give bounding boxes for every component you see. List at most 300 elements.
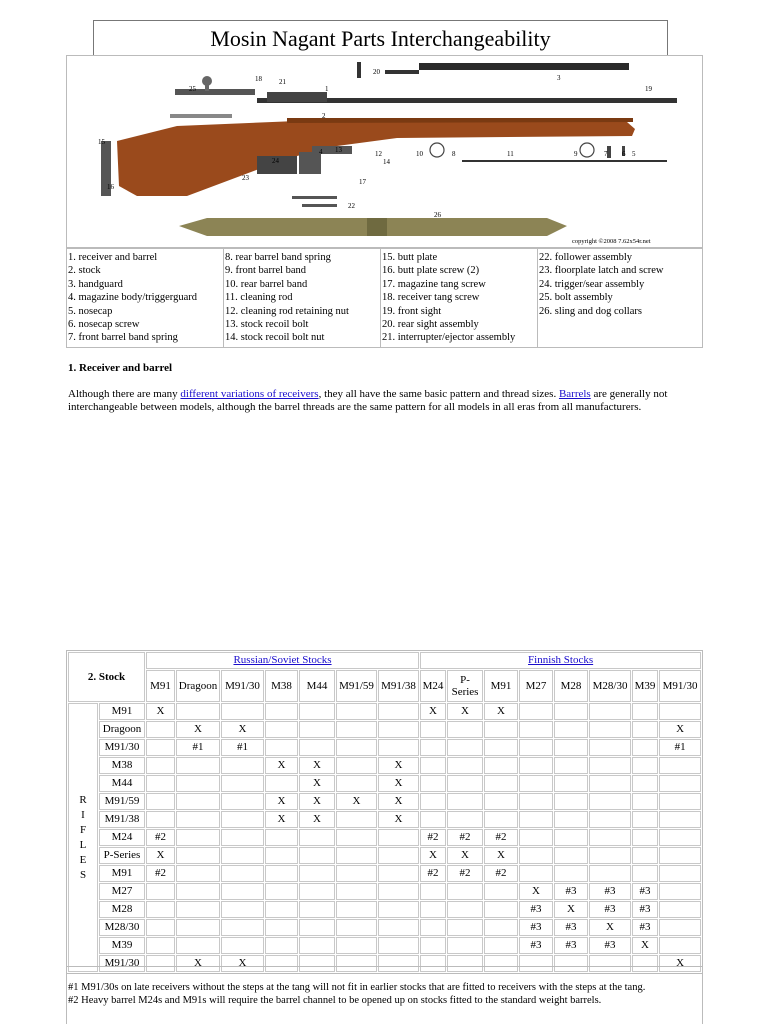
compat-cell <box>632 829 658 846</box>
compat-cell <box>336 883 377 900</box>
compat-cell <box>221 919 264 936</box>
callout-12: 12 <box>375 150 382 158</box>
russian-stocks-link[interactable]: Russian/Soviet Stocks <box>233 654 332 666</box>
compat-cell <box>554 739 588 756</box>
compat-cell <box>176 937 220 954</box>
compat-cell <box>554 847 588 864</box>
stock-column-header: M28 <box>554 670 588 702</box>
compat-cell <box>265 865 298 882</box>
legend-item: 20. rear sight assembly <box>382 319 479 331</box>
compat-cell: X <box>146 847 175 864</box>
stock-column-header: M91 <box>484 670 518 702</box>
callout-4: 4 <box>319 148 323 156</box>
callout-26: 26 <box>434 211 441 219</box>
rifle-row-label: M39 <box>99 937 145 954</box>
compat-cell: #2 <box>420 829 446 846</box>
compat-cell: #2 <box>420 865 446 882</box>
compat-cell <box>176 847 220 864</box>
compat-cell <box>265 829 298 846</box>
compat-cell <box>221 883 264 900</box>
compat-cell <box>659 937 701 954</box>
page-title: Mosin Nagant Parts Interchangeability <box>93 20 668 56</box>
compat-cell <box>176 775 220 792</box>
callout-18: 18 <box>255 75 262 83</box>
compat-cell <box>420 793 446 810</box>
compat-cell: #3 <box>589 901 631 918</box>
legend-item: 2. stock <box>68 265 101 277</box>
finnish-group-header <box>420 652 701 669</box>
rifle-row-label: M28 <box>99 901 145 918</box>
compat-cell <box>659 793 701 810</box>
russian-group-header <box>146 652 419 669</box>
rifle-row-label: M24 <box>99 829 145 846</box>
compat-cell <box>420 757 446 774</box>
compat-cell <box>632 703 658 720</box>
compat-cell <box>484 883 518 900</box>
compat-cell <box>299 739 335 756</box>
compat-cell: X <box>378 811 419 828</box>
compat-cell <box>420 919 446 936</box>
legend-item: 21. interrupter/ejector assembly <box>382 332 516 344</box>
compat-cell <box>659 847 701 864</box>
footnotes <box>66 966 703 1024</box>
legend-item: 17. magazine tang screw <box>382 278 486 290</box>
compat-cell: X <box>589 919 631 936</box>
compat-cell <box>176 883 220 900</box>
compat-cell <box>378 739 419 756</box>
compat-cell <box>554 721 588 738</box>
stock-column-header: M44 <box>299 670 335 702</box>
compat-cell <box>519 703 553 720</box>
compat-cell <box>265 919 298 936</box>
footnote-1: #1 M91/30s on late receivers without the steps at the tang will not fit in earlier stocks that are fitted to receivers with the steps at the tang. <box>68 982 646 993</box>
compat-cell <box>659 811 701 828</box>
compat-cell <box>336 775 377 792</box>
compat-cell <box>420 901 446 918</box>
compat-cell <box>659 919 701 936</box>
legend-item: 23. floorplate latch and screw <box>539 265 664 277</box>
compat-cell: #2 <box>146 865 175 882</box>
rifle-row-label: M91/38 <box>99 811 145 828</box>
compat-cell: X <box>176 955 220 972</box>
compat-cell <box>589 757 631 774</box>
table-row <box>68 811 701 828</box>
compat-cell <box>554 865 588 882</box>
compat-cell <box>632 847 658 864</box>
compat-cell <box>589 829 631 846</box>
compat-cell <box>589 847 631 864</box>
compat-cell: X <box>336 793 377 810</box>
rifle-row-label: M91 <box>99 865 145 882</box>
compat-cell: X <box>447 703 483 720</box>
compat-cell <box>221 757 264 774</box>
compat-cell <box>484 757 518 774</box>
footnote-2: #2 Heavy barrel M24s and M91s will require the barrel channel to be opened up on stocks fitted to the standard weight barrels. <box>68 994 602 1006</box>
compat-cell: X <box>420 847 446 864</box>
stock-column-header: M91 <box>146 670 175 702</box>
rifles-letter: E <box>79 853 87 866</box>
compat-cell <box>221 829 264 846</box>
table-row <box>68 883 701 900</box>
compat-cell <box>659 883 701 900</box>
compat-cell: X <box>265 757 298 774</box>
compat-cell <box>299 919 335 936</box>
compat-cell <box>176 757 220 774</box>
callout-9: 9 <box>574 150 578 158</box>
compat-cell <box>589 739 631 756</box>
compat-cell <box>632 811 658 828</box>
rifles-letter: L <box>79 838 87 851</box>
compat-cell <box>336 937 377 954</box>
table-row <box>68 901 701 918</box>
compat-cell <box>484 721 518 738</box>
compat-cell: #2 <box>484 865 518 882</box>
table-row <box>68 721 701 738</box>
compat-cell: X <box>519 883 553 900</box>
compat-cell: X <box>221 721 264 738</box>
compat-cell: #3 <box>519 919 553 936</box>
compat-cell <box>447 919 483 936</box>
compat-cell <box>420 937 446 954</box>
compat-cell: X <box>420 703 446 720</box>
compat-cell <box>299 829 335 846</box>
compat-cell <box>265 739 298 756</box>
compat-cell <box>484 919 518 936</box>
compat-cell <box>484 901 518 918</box>
compat-cell <box>299 865 335 882</box>
compat-cell <box>336 847 377 864</box>
legend-item: 22. follower assembly <box>539 252 633 263</box>
compat-cell <box>176 811 220 828</box>
compat-cell: X <box>299 757 335 774</box>
compat-cell: #3 <box>589 883 631 900</box>
compat-cell <box>221 847 264 864</box>
stock-column-header: M91/30 <box>659 670 701 702</box>
legend-item: 4. magazine body/triggerguard <box>68 292 197 304</box>
compat-cell <box>265 847 298 864</box>
compat-cell: #1 <box>176 739 220 756</box>
compat-cell <box>378 703 419 720</box>
stock-column-header: Dragoon <box>176 670 220 702</box>
compat-cell: #1 <box>221 739 264 756</box>
legend-column-2 <box>225 251 381 345</box>
compat-cell <box>221 793 264 810</box>
callout-14: 14 <box>383 158 390 166</box>
compat-cell <box>378 829 419 846</box>
rifle-row-label: M38 <box>99 757 145 774</box>
rifles-letter: F <box>79 823 87 836</box>
compat-cell <box>659 775 701 792</box>
compat-cell <box>519 757 553 774</box>
compat-cell <box>299 847 335 864</box>
legend-item: 25. bolt assembly <box>539 292 613 304</box>
callout-15: 15 <box>98 138 105 146</box>
compat-cell: X <box>299 775 335 792</box>
compat-cell: X <box>378 757 419 774</box>
legend-item: 24. trigger/sear assembly <box>539 278 645 290</box>
compat-cell <box>378 901 419 918</box>
compat-cell <box>378 847 419 864</box>
compat-cell <box>420 811 446 828</box>
compat-cell <box>176 793 220 810</box>
table-row <box>68 937 701 954</box>
rifle-row-label: M44 <box>99 775 145 792</box>
rifle-row-label: P-Series <box>99 847 145 864</box>
callout-17: 17 <box>359 178 366 186</box>
compat-cell <box>146 919 175 936</box>
callout-8: 8 <box>452 150 456 158</box>
callout-21: 21 <box>279 78 286 86</box>
compat-cell <box>589 775 631 792</box>
compat-cell <box>484 793 518 810</box>
exploded-parts-diagram <box>66 55 703 248</box>
rifles-vertical-label <box>68 703 98 972</box>
compat-cell <box>336 721 377 738</box>
compat-cell <box>299 703 335 720</box>
compat-cell <box>447 811 483 828</box>
compat-cell: #2 <box>447 829 483 846</box>
compat-cell <box>447 793 483 810</box>
table-row <box>68 847 701 864</box>
compat-cell: X <box>659 955 701 972</box>
compat-cell: #3 <box>554 919 588 936</box>
legend-item: 12. cleaning rod retaining nut <box>225 305 349 317</box>
compat-cell <box>447 721 483 738</box>
stock-column-header: M27 <box>519 670 553 702</box>
table-row <box>68 829 701 846</box>
table-row <box>68 919 701 936</box>
compat-cell <box>420 739 446 756</box>
rifle-row-label: M91/30 <box>99 955 145 972</box>
compat-cell: X <box>265 811 298 828</box>
compat-cell <box>378 865 419 882</box>
compat-cell <box>265 703 298 720</box>
callout-13: 13 <box>335 146 342 154</box>
receiver-part <box>267 92 327 102</box>
compat-cell: #3 <box>554 937 588 954</box>
legend-column-3 <box>382 251 539 345</box>
compat-cell: X <box>378 775 419 792</box>
compat-cell <box>519 829 553 846</box>
parts-legend <box>66 248 703 348</box>
compat-cell <box>484 739 518 756</box>
compat-cell <box>659 757 701 774</box>
compat-cell <box>554 775 588 792</box>
compat-cell <box>447 901 483 918</box>
compat-cell <box>484 811 518 828</box>
compat-cell: X <box>554 901 588 918</box>
compat-cell <box>589 703 631 720</box>
compat-cell <box>299 883 335 900</box>
rifle-row-label: M27 <box>99 883 145 900</box>
stock-column-header: P-Series <box>447 670 483 702</box>
table-row <box>68 703 701 720</box>
legend-item: 15. butt plate <box>382 252 438 263</box>
legend-item: 11. cleaning rod <box>225 292 293 304</box>
legend-item: 18. receiver tang screw <box>382 292 480 304</box>
compat-cell: X <box>378 793 419 810</box>
compat-cell: X <box>176 721 220 738</box>
compat-cell <box>659 829 701 846</box>
compat-cell <box>554 757 588 774</box>
compat-cell: X <box>146 703 175 720</box>
compat-cell <box>554 703 588 720</box>
compat-cell <box>447 739 483 756</box>
compat-cell: X <box>484 847 518 864</box>
rifles-letter: I <box>81 808 85 821</box>
legend-item: 16. butt plate screw (2) <box>382 265 480 277</box>
stock-column-header: M38 <box>265 670 298 702</box>
compat-cell <box>378 721 419 738</box>
compat-cell <box>378 937 419 954</box>
receiver-paragraph: Although there are many different variations of receivers, they all have the same basic pattern and thread sizes. Barrels are generally not interchangeable between models, although the barrel threads are the same pattern for all models in all eras from all manufacturers. <box>68 388 668 413</box>
compat-cell <box>221 937 264 954</box>
compat-cell <box>221 901 264 918</box>
callout-10: 10 <box>416 150 423 158</box>
compat-cell: #3 <box>632 901 658 918</box>
table-row <box>68 757 701 774</box>
callout-19: 19 <box>645 85 652 93</box>
compat-cell <box>519 811 553 828</box>
legend-column-1 <box>68 251 224 345</box>
callout-7: 7 <box>604 150 608 158</box>
compat-cell <box>336 811 377 828</box>
barrel-part <box>419 63 629 70</box>
legend-item: 13. stock recoil bolt <box>225 319 309 331</box>
compat-cell: #3 <box>632 919 658 936</box>
compat-cell <box>146 775 175 792</box>
compat-cell <box>146 721 175 738</box>
legend-item: 9. front barrel band <box>225 265 307 277</box>
compat-cell <box>265 775 298 792</box>
table-row <box>68 865 701 882</box>
compat-cell <box>146 793 175 810</box>
compat-cell: #3 <box>519 901 553 918</box>
compat-cell <box>519 865 553 882</box>
compat-cell <box>176 829 220 846</box>
compat-cell <box>447 937 483 954</box>
compat-cell <box>484 937 518 954</box>
compat-cell <box>176 865 220 882</box>
callout-22: 22 <box>348 202 355 210</box>
compat-cell <box>336 829 377 846</box>
finnish-stocks-link[interactable]: Finnish Stocks <box>528 654 594 666</box>
compat-cell: X <box>484 703 518 720</box>
compat-cell: X <box>632 937 658 954</box>
table-row <box>68 793 701 810</box>
barrels-link[interactable]: Barrels <box>558 388 591 400</box>
callout-1: 1 <box>325 85 329 93</box>
compat-cell <box>146 883 175 900</box>
spring-part <box>170 114 232 118</box>
stock-part <box>117 121 635 196</box>
compat-cell <box>336 865 377 882</box>
compat-cell <box>378 919 419 936</box>
rifle-row-label: M91/30 <box>99 739 145 756</box>
compat-cell <box>519 775 553 792</box>
compat-cell <box>221 703 264 720</box>
compat-cell <box>420 883 446 900</box>
compat-cell: #1 <box>659 739 701 756</box>
compat-cell <box>221 811 264 828</box>
compat-cell <box>336 919 377 936</box>
legend-item: 19. front sight <box>382 305 442 317</box>
compat-cell: #3 <box>589 937 631 954</box>
compat-cell <box>265 883 298 900</box>
compat-cell <box>420 775 446 792</box>
stock-column-header: M91/30 <box>221 670 264 702</box>
compat-cell <box>146 901 175 918</box>
compat-cell <box>659 901 701 918</box>
callout-23: 23 <box>242 174 249 182</box>
compat-cell <box>632 775 658 792</box>
rifle-row-label: Dragoon <box>99 721 145 738</box>
compat-cell <box>447 775 483 792</box>
compat-cell <box>176 901 220 918</box>
compat-cell <box>519 739 553 756</box>
compat-cell <box>659 865 701 882</box>
compat-cell <box>299 901 335 918</box>
compat-cell <box>221 775 264 792</box>
compat-cell <box>632 793 658 810</box>
compat-cell <box>589 865 631 882</box>
compat-cell <box>146 739 175 756</box>
legend-column-4 <box>539 251 703 318</box>
table-row <box>68 739 701 756</box>
compat-cell <box>336 739 377 756</box>
bolt-assembly <box>175 89 255 95</box>
rifles-letter: R <box>79 793 87 806</box>
receivers-link[interactable]: different variations of receivers <box>180 388 319 400</box>
compat-cell: #2 <box>447 865 483 882</box>
compat-cell <box>447 757 483 774</box>
legend-item: 8. rear barrel band spring <box>225 252 331 263</box>
compat-cell: X <box>659 721 701 738</box>
section-heading-receiver: 1. Receiver and barrel <box>68 362 173 374</box>
legend-item: 5. nosecap <box>68 305 113 317</box>
legend-item: 26. sling and dog collars <box>539 305 642 317</box>
compat-cell <box>336 757 377 774</box>
compat-cell <box>632 757 658 774</box>
callout-5: 5 <box>632 150 636 158</box>
callout-6: 6 <box>622 150 626 158</box>
compat-cell <box>519 721 553 738</box>
rifles-letter: S <box>79 868 87 881</box>
callout-16: 16 <box>107 183 114 191</box>
compat-cell <box>484 775 518 792</box>
compat-cell <box>146 811 175 828</box>
compat-cell: X <box>299 793 335 810</box>
rifle-row-label: M91/59 <box>99 793 145 810</box>
stock-column-header: M28/30 <box>589 670 631 702</box>
callout-2: 2 <box>322 112 326 120</box>
compat-cell <box>589 721 631 738</box>
compat-cell: X <box>221 955 264 972</box>
legend-item: 10. rear barrel band <box>225 278 308 290</box>
compat-cell <box>146 757 175 774</box>
callout-11: 11 <box>507 150 514 158</box>
compat-cell <box>265 901 298 918</box>
compat-cell <box>176 919 220 936</box>
compat-cell: #3 <box>554 883 588 900</box>
compat-cell <box>632 739 658 756</box>
compat-cell: #2 <box>484 829 518 846</box>
rifle-parts-illustration <box>67 56 702 247</box>
compat-cell: #3 <box>632 883 658 900</box>
callout-24: 24 <box>272 157 279 165</box>
compat-cell <box>176 703 220 720</box>
rifle-row-label: M28/30 <box>99 919 145 936</box>
